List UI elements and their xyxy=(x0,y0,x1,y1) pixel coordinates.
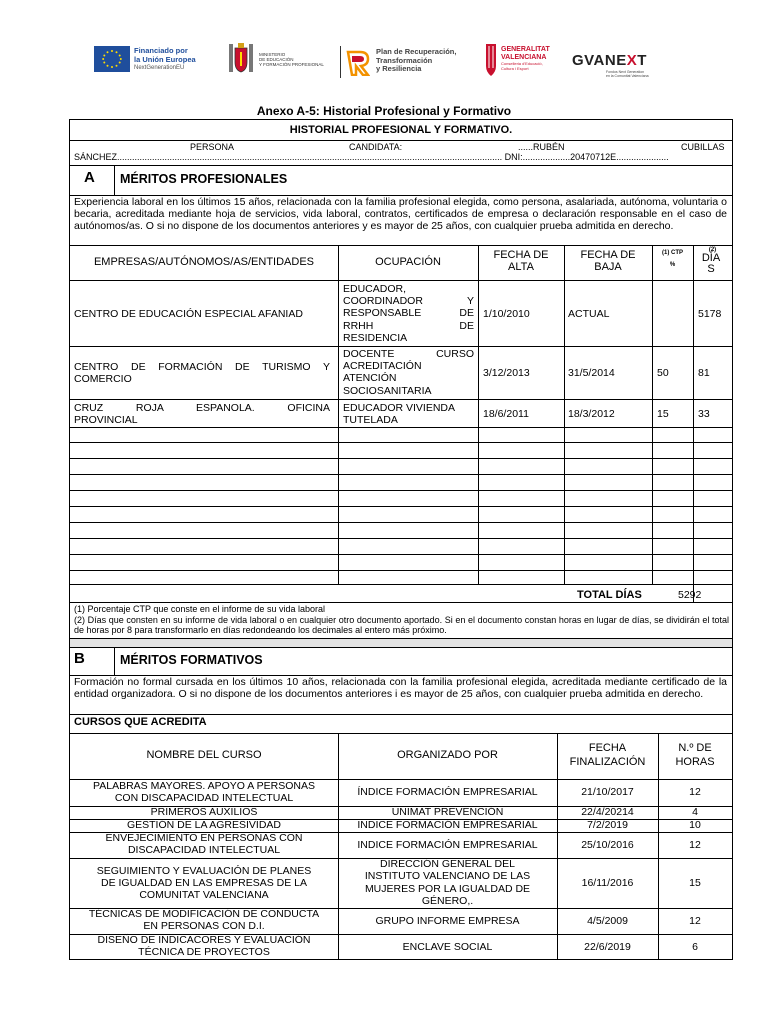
row3-company-l1: CRUZ ROJA ESPANOLA. OFICINA xyxy=(74,402,330,414)
course7-name-l2: TÉCNICA DE PROYECTOS xyxy=(138,946,270,958)
course4-name-l2: DISCAPACIDAD INTELECTUAL xyxy=(127,844,281,856)
course2-hours: 4 xyxy=(692,806,698,818)
course5-name-l1: SEGUIMIENTO Y EVALUACIÓN DE PLANES xyxy=(96,865,312,877)
row1-occupation-l4: RRHH DE xyxy=(343,320,474,332)
eu-funding-label: Financiado por la Unión Europea NextGenerationEU xyxy=(134,46,196,71)
course4-organizer: INDICE FORMACIÓN EMPRESARIAL xyxy=(357,839,538,851)
total-days-value: 5292 xyxy=(678,589,702,601)
course4-hours: 12 xyxy=(689,839,701,851)
row3-days: 33 xyxy=(698,408,710,420)
course5-organizer-l3: MUJERES POR LA IGUALDAD DE xyxy=(364,883,531,895)
section-a-letter: A xyxy=(84,169,95,186)
col-course: NOMBRE DEL CURSO xyxy=(146,749,262,761)
note-days: (2) Días que consten en su informe de vida laboral o en cualquier otro documento aportado. Si en el documento constan horas en lugar de días, se dividirán el total de horas por 8 para transformarlo en días redondeando los decimales al entero más próximo. xyxy=(74,615,729,635)
candidate-label: CANDIDATA: xyxy=(349,142,403,152)
col-ctp-percent: % xyxy=(669,262,676,268)
gvanext-logo: GVANEXT xyxy=(572,52,647,69)
candidate-line: SÁNCHEZ.......................................................................................................................................................... DNI:...................20470712E..................... xyxy=(74,152,669,162)
row3-occupation-l1: EDUCADOR VIVIENDA xyxy=(343,402,456,414)
row1-end: ACTUAL xyxy=(568,308,610,320)
course3-hours: 10 xyxy=(689,819,701,831)
row1-company: CENTRO DE EDUCACIÓN ESPECIAL AFANIAD xyxy=(74,308,303,320)
candidate-surname: CUBILLAS xyxy=(681,142,725,152)
row2-company-l1: CENTRO DE FORMACIÓN DE TURISMO Y xyxy=(74,361,330,373)
history-form xyxy=(69,119,733,960)
course5-organizer-l1: DIRECCIÓN GENERAL DEL xyxy=(380,858,515,870)
row2-occupation-l3: ATENCIÓN xyxy=(343,372,397,384)
row3-start: 18/6/2011 xyxy=(483,408,529,420)
row1-occupation-l2: COORDINADOR Y xyxy=(343,295,474,307)
spain-coat-of-arms-icon xyxy=(226,42,256,76)
col-date-l2: FINALIZACIÓN xyxy=(569,756,646,768)
generalitat-label: GENERALITAT VALENCIANA Conselleria d'Educació, Cultura i Esport xyxy=(501,46,550,71)
course2-date: 22/4/20214 xyxy=(581,806,634,818)
row3-ctp: 15 xyxy=(657,408,669,420)
course6-hours: 12 xyxy=(689,915,701,927)
course1-hours: 12 xyxy=(689,786,701,798)
course7-name-l1: DISEÑO DE INDICACORES Y EVALUACIÓN xyxy=(97,934,311,946)
course2-organizer: UNIMAT PREVENCIÓN xyxy=(391,806,504,818)
courses-label: CURSOS QUE ACREDITA xyxy=(74,716,207,728)
section-b-title: MÉRITOS FORMATIVOS xyxy=(120,653,263,667)
section-a-title: MÉRITOS PROFESIONALES xyxy=(120,172,288,186)
col-date-l1: FECHA xyxy=(588,742,627,754)
empty-row xyxy=(70,442,732,443)
ministry-label: MINISTERIO DE EDUCACIÓN Y FORMACIÓN PROFESIONAL xyxy=(259,52,324,67)
row1-start: 1/10/2010 xyxy=(483,308,530,320)
row2-start: 3/12/2013 xyxy=(483,367,530,379)
course1-date: 21/10/2017 xyxy=(581,786,634,798)
logo-divider xyxy=(340,46,341,78)
course5-hours: 15 xyxy=(689,877,701,889)
course5-name-l2: DE IGUALDAD EN LAS EMPRESAS DE LA xyxy=(101,877,307,889)
person-label: PERSONA xyxy=(190,142,235,152)
row2-occupation-l2: ACREDITACIÓN xyxy=(343,360,422,372)
col-ctp-note: (1) CTP xyxy=(662,250,683,256)
row1-occupation-l1: EDUCADOR, xyxy=(343,283,407,295)
section-b-description: Formación no formal cursada en los últimos 10 años, relacionada con la familia profesional elegida, acreditada mediante certificado de la entidad organizadora. O si no dispone de los documentos anteriores i es mayor de 25 años, con cualquier prueba admitida en derecho. xyxy=(74,676,727,700)
annex-title: Anexo A-5: Historial Profesional y Formativo xyxy=(256,104,512,118)
course1-name-l2: CON DISCAPACIDAD INTELECTUAL xyxy=(114,792,294,804)
recovery-plan-label: Plan de Recuperación, Transformación y Resiliencia xyxy=(376,47,457,73)
col-days-note: (2) xyxy=(708,247,717,253)
row3-occupation-l2: TUTELADA xyxy=(343,414,398,426)
row1-occupation-l5: RESIDENCIA xyxy=(343,332,408,344)
gvanext-subtitle: Fondos Next Generation en la Comunitat Valenciana xyxy=(606,70,649,78)
empty-row xyxy=(70,506,732,507)
col-end-date: FECHA DE BAJA xyxy=(580,249,636,273)
row2-occupation-l1: DOCENTE CURSO xyxy=(343,348,474,360)
course6-name-l1: TÉCNICAS DE MODIFICACIÓN DE CONDUCTA xyxy=(88,908,320,920)
course4-date: 25/10/2016 xyxy=(581,839,634,851)
row2-ctp: 50 xyxy=(657,367,669,379)
row2-days: 81 xyxy=(698,367,710,379)
empty-row xyxy=(70,570,732,571)
course6-name-l2: EN PERSONAS CON D.I. xyxy=(143,920,265,932)
total-days-label: TOTAL DÍAS xyxy=(577,589,642,601)
course7-organizer: ENCLAVE SOCIAL xyxy=(402,941,493,953)
empty-row xyxy=(70,490,732,491)
course6-organizer: GRUPO INFORME EMPRESA xyxy=(375,915,520,927)
course5-name-l3: COMUNITAT VALENCIANA xyxy=(139,889,269,901)
recovery-plan-icon xyxy=(346,48,370,76)
course2-name: PRIMEROS AUXILIOS xyxy=(150,806,258,818)
empty-row xyxy=(70,474,732,475)
course1-name-l1: PALABRAS MAYORES. APOYO A PERSONAS xyxy=(93,780,315,792)
col-occupation: OCUPACIÓN xyxy=(375,256,441,268)
note-ctp: (1) Porcentaje CTP que conste en el informe de su vida laboral xyxy=(74,604,325,614)
empty-row xyxy=(70,458,732,459)
section-spacer xyxy=(70,639,732,647)
col-days: DÍA S xyxy=(701,252,721,275)
course5-organizer-l4: GÉNERO,. xyxy=(421,895,474,907)
empty-row xyxy=(70,554,732,555)
col-start-date: FECHA DE ALTA xyxy=(493,249,549,273)
course4-name-l1: ENVEJECIMIENTO EN PERSONAS CON xyxy=(105,832,303,844)
empty-row xyxy=(70,522,732,523)
candidate-name: ......RUBÉN xyxy=(518,142,565,152)
row2-occupation-l4: SOCIOSANITARIA xyxy=(343,385,432,397)
section-a-description: Experiencia laboral en los últimos 15 años, relacionada con la familia profesional elegida, como persona, asalariada, autónoma, voluntaria o becaria, acreditada mediante hoja de servicios, vida laboral, contratos, certificados de empresa o declaración responsable en el caso de autónomos/as. O si no dispone de los documentos anteriores y es mayor de 25 años, con cualquier prueba admitida en derecho. xyxy=(74,196,727,232)
course3-organizer: INDICE FORMACIÓN EMPRESARIAL xyxy=(357,819,538,831)
row1-occupation-l3: RESPONSABLE DE xyxy=(343,307,474,319)
col-organizer: ORGANIZADO POR xyxy=(397,749,498,761)
course1-organizer: ÍNDICE FORMACIÓN EMPRESARIAL xyxy=(357,786,538,798)
row3-company-l2: PROVINCIAL xyxy=(74,414,138,426)
col-hours-l2: HORAS xyxy=(675,756,715,768)
col-company: EMPRESAS/AUTÓNOMOS/AS/ENTIDADES xyxy=(93,256,315,268)
row2-company-l2: COMERCIO xyxy=(74,373,132,385)
empty-row xyxy=(70,538,732,539)
row3-end: 18/3/2012 xyxy=(568,408,615,420)
course6-date: 4/5/2009 xyxy=(587,915,628,927)
section-b-letter: B xyxy=(74,650,85,667)
course3-name: GESTIÓN DE LA AGRESIVIDAD xyxy=(126,819,282,831)
course7-hours: 6 xyxy=(692,941,698,953)
generalitat-icon xyxy=(484,42,498,78)
course5-date: 16/11/2016 xyxy=(581,877,634,889)
eu-flag-icon xyxy=(94,46,130,72)
table-title: HISTORIAL PROFESIONAL Y FORMATIVO. xyxy=(289,124,513,136)
col-hours-l1: N.º DE xyxy=(678,742,712,754)
course3-date: 7/2/2019 xyxy=(587,819,628,831)
row2-end: 31/5/2014 xyxy=(568,367,615,379)
row1-days: 5178 xyxy=(698,308,722,320)
course7-date: 22/6/2019 xyxy=(584,941,631,953)
course5-organizer-l2: INSTITUTO VALENCIANO DE LAS xyxy=(364,870,531,882)
header-logos xyxy=(94,42,694,82)
